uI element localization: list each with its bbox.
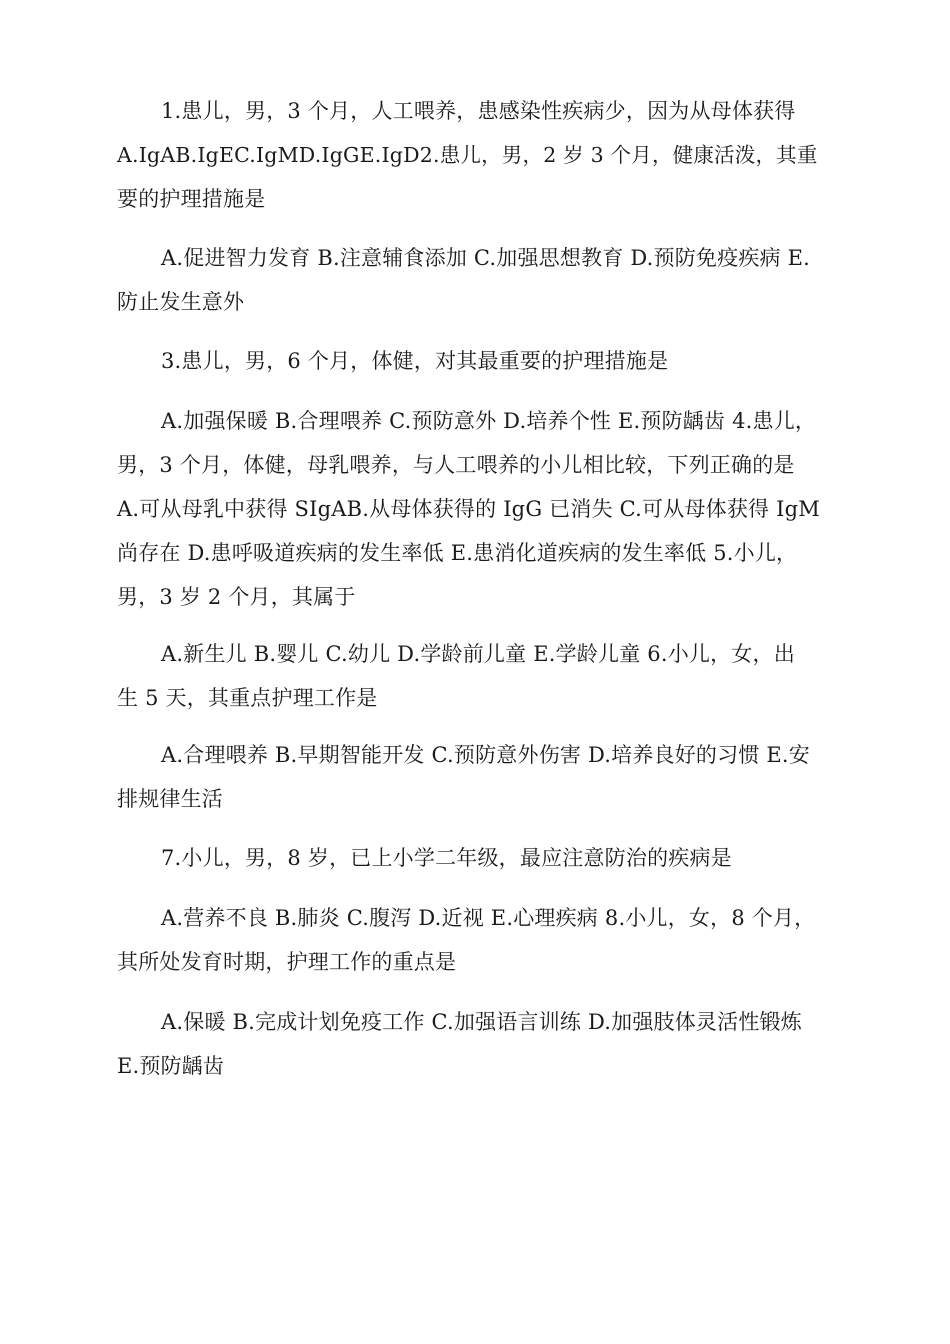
text-line: 7.小儿，男，8 岁，已上小学二年级，最应注意防治的疾病是 bbox=[161, 846, 732, 870]
text-line: A.加强保暖 B.合理喂养 C.预防意外 D.培养个性 E.预防龋齿 4.患儿， bbox=[161, 409, 817, 433]
question-7-8-paragraph bbox=[117, 896, 833, 984]
text-line: A.保暖 B.完成计划免疫工作 C.加强语言训练 D.加强肢体灵活性锻炼 bbox=[161, 1010, 802, 1034]
question-1-paragraph bbox=[117, 89, 833, 221]
question-2-options-paragraph bbox=[117, 236, 833, 324]
text-line: A.营养不良 B.肺炎 C.腹泻 D.近视 E.心理疾病 8.小儿，女，8 个月， bbox=[161, 906, 816, 930]
text-line: A.合理喂养 B.早期智能开发 C.预防意外伤害 D.培养良好的习惯 E.安 bbox=[161, 743, 811, 767]
text-line: 排规律生活 bbox=[117, 787, 223, 811]
question-3-4-5-paragraph bbox=[117, 399, 833, 619]
question-8-options-paragraph bbox=[117, 1000, 833, 1088]
text-line: 1.患儿，男，3 个月，人工喂养，患感染性疾病少，因为从母体获得 bbox=[161, 99, 796, 123]
text-line: A.促进智力发育 B.注意辅食添加 C.加强思想教育 D.预防免疫疾病 E. bbox=[161, 246, 811, 270]
text-line: 男，3 个月，体健，母乳喂养，与人工喂养的小儿相比较，下列正确的是 bbox=[117, 453, 795, 477]
text-line: 男，3 岁 2 个月，其属于 bbox=[117, 585, 356, 609]
text-line: 其所处发育时期，护理工作的重点是 bbox=[117, 950, 457, 974]
text-line: A.IgAB.IgEC.IgMD.IgGE.IgD2.患儿，男，2 岁 3 个月，健康活泼，其重 bbox=[117, 143, 818, 167]
text-line: A.可从母乳中获得 SIgAB.从母体获得的 IgG 已消失 C.可从母体获得 IgM bbox=[117, 497, 820, 521]
text-line: 防止发生意外 bbox=[117, 290, 245, 314]
text-line: 3.患儿，男，6 个月，体健，对其最重要的护理措施是 bbox=[161, 349, 669, 373]
question-3-paragraph bbox=[117, 339, 833, 383]
text-line: A.新生儿 B.婴儿 C.幼儿 D.学龄前儿童 E.学龄儿童 6.小儿，女，出 bbox=[161, 642, 795, 666]
question-5-6-paragraph bbox=[117, 632, 833, 720]
question-6-options-paragraph bbox=[117, 733, 833, 821]
text-line: 生 5 天，其重点护理工作是 bbox=[117, 686, 378, 710]
text-line: 要的护理措施是 bbox=[117, 187, 266, 211]
text-line: E.预防龋齿 bbox=[117, 1054, 225, 1078]
text-line: 尚存在 D.患呼吸道疾病的发生率低 E.患消化道疾病的发生率低 5.小儿， bbox=[117, 541, 798, 565]
question-7-paragraph bbox=[117, 836, 833, 880]
